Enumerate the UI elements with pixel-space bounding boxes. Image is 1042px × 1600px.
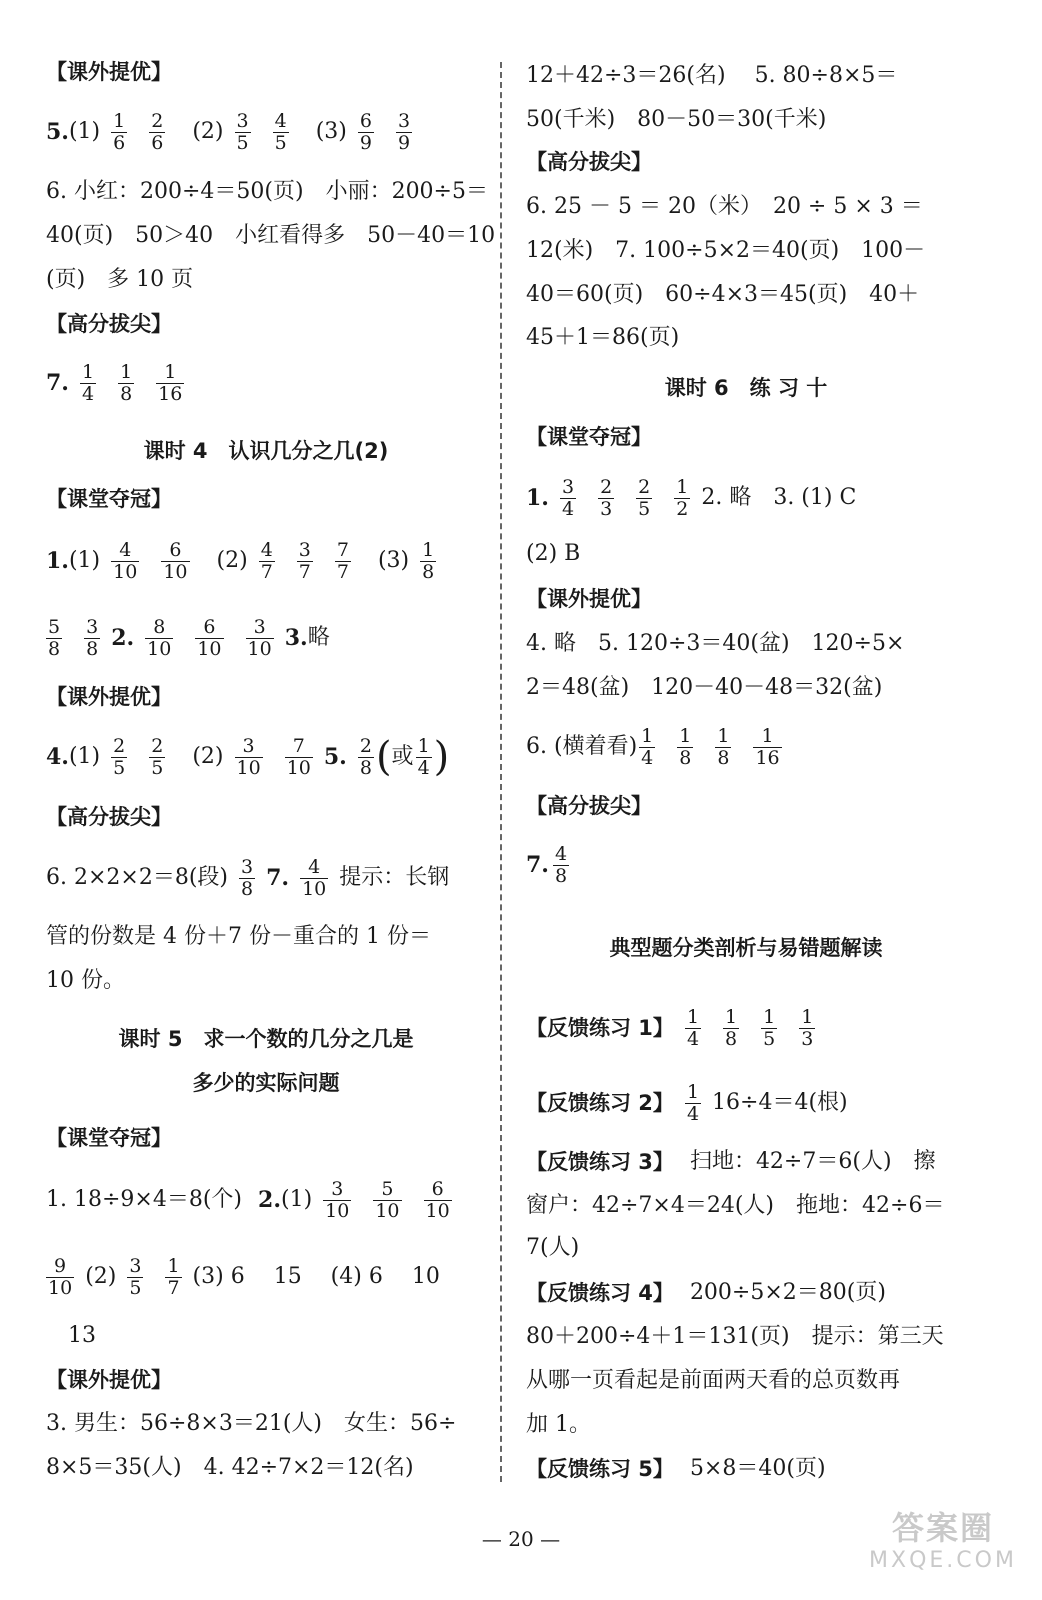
fraction: $\frac{7}{10}$ [286, 734, 311, 779]
answer-line: 【反馈练习 2】 $\frac{1}{4}$ 16÷4＝4(根) [526, 1080, 848, 1125]
answer-line: 7. $\frac{1}{4}$ $\frac{1}{8}$ $\frac{1}{16}$ [46, 360, 183, 405]
fraction: $\frac{4}{5}$ [274, 109, 287, 154]
answer-line: 加 1。 [526, 1412, 591, 1437]
fraction: $\frac{2}{5}$ [113, 734, 126, 779]
answer-line: 1. $\frac{3}{4}$ $\frac{2}{3}$ $\frac{2}{5}$ $\frac{1}{2}$ 2. 略 3. (1) C [526, 475, 857, 520]
fraction: $\frac{1}{8}$ [725, 1005, 738, 1050]
lesson-heading: 典型题分类剖析与易错题解读 [609, 936, 883, 960]
fraction: $\frac{8}{10}$ [147, 615, 172, 660]
page-number: — 20 — [481, 1527, 561, 1551]
fraction: $\frac{4}{7}$ [260, 538, 273, 583]
fraction: $\frac{1}{16}$ [755, 724, 780, 769]
fraction: $\frac{6}{9}$ [359, 109, 372, 154]
fraction: $\frac{2}{8}$ [359, 734, 372, 779]
section-label: 【课堂夺冠】 [46, 487, 172, 511]
answer-line: 6. 2×2×2＝8(段) $\frac{3}{8}$ 7. $\frac{4}{10}$ 提示：长钢 [46, 855, 450, 900]
answer-line: 8×5＝35(人) 4. 42÷7×2＝12(名) [46, 1455, 414, 1480]
fraction: $\frac{1}{7}$ [167, 1254, 180, 1299]
lesson-heading: 课时 6 练 习 十 [664, 376, 828, 400]
answer-line: 【反馈练习 5】 5×8＝40(页) [526, 1456, 826, 1481]
answer-line: 【反馈练习 3】 扫地：42÷7＝6(人) 擦 [526, 1149, 936, 1174]
fraction: $\frac{1}{8}$ [422, 538, 435, 583]
section-label: 【高分拔尖】 [46, 312, 172, 336]
section-label: 【高分拔尖】 [46, 805, 172, 829]
answer-line: 45＋1＝86(页) [526, 325, 680, 350]
answer-line: $\frac{9}{10}$ (2) $\frac{3}{5}$ $\frac{1}{7}$ (3) 6 15 (4) 6 10 [48, 1254, 440, 1299]
fraction: $\frac{1}{5}$ [763, 1005, 776, 1050]
section-label: 【课外提优】 [46, 60, 172, 84]
section-label: 【课堂夺冠】 [46, 1126, 172, 1150]
lesson-heading: 课时 4 认识几分之几(2) [143, 439, 389, 463]
answer-line: 管的份数是 4 份＋7 份－重合的 1 份＝ [46, 924, 431, 949]
answer-line: 40(页) 50＞40 小红看得多 50－40＝10 [46, 223, 496, 248]
fraction: $\frac{2}{5}$ [638, 475, 651, 520]
fraction: $\frac{2}{5}$ [151, 734, 164, 779]
fraction: $\frac{3}{10}$ [236, 734, 261, 779]
fraction: $\frac{4}{10}$ [302, 855, 327, 900]
answer-line: 7(人) [526, 1235, 580, 1260]
answer-line: 2＝48(盆) 120－40－48＝32(盆) [526, 675, 883, 700]
section-label: 【课外提优】 [46, 1368, 172, 1392]
answer-line: 6. 25 － 5 ＝ 20（米） 20 ÷ 5 × 3 ＝ [526, 194, 923, 219]
fraction: $\frac{6}{10}$ [197, 615, 222, 660]
column-divider [500, 62, 502, 1482]
fraction: $\frac{1}{6}$ [113, 109, 126, 154]
answer-line: 12＋42÷3＝26(名) 5. 80÷8×5＝ [526, 63, 898, 88]
answer-line: 6. (横着看) $\frac{1}{4}$ $\frac{1}{8}$ $\frac{1}{8}$ $\frac{1}{16}$ [526, 724, 780, 769]
fraction: $\frac{6}{10}$ [163, 538, 188, 583]
fraction: $\frac{4}{10}$ [113, 538, 138, 583]
fraction: $\frac{1}{4}$ [641, 724, 654, 769]
fraction: $\frac{1}{3}$ [801, 1005, 814, 1050]
fraction: $\frac{1}{8}$ [717, 724, 730, 769]
fraction: $\frac{3}{4}$ [561, 475, 575, 520]
fraction: $\frac{3}{9}$ [397, 109, 411, 154]
fraction: $\frac{6}{10}$ [425, 1177, 450, 1222]
answer-line: 4. (1) $\frac{2}{5}$ $\frac{2}{5}$ (2) $\frac{3}{10}$ $\frac{7}{10}$ 5. $\frac{2}{8}$ ( 或 $\frac{1}{4}$ ) [46, 734, 450, 780]
answer-line: 【反馈练习 1】 $\frac{1}{4}$ $\frac{1}{8}$ $\frac{1}{5}$ $\frac{1}{3}$ [526, 1005, 814, 1050]
fraction: $\frac{5}{10}$ [375, 1177, 400, 1222]
answer-line: 40＝60(页) 60÷4×3＝45(页) 40＋ [526, 282, 920, 307]
fraction: $\frac{1}{8}$ [120, 360, 133, 405]
section-label: 【课外提优】 [46, 685, 172, 709]
answer-line: (2) B [526, 541, 581, 566]
answer-line: 13 [68, 1323, 96, 1348]
answer-line: 窗户：42÷7×4＝24(人) 拖地：42÷6＝ [526, 1193, 945, 1218]
fraction: $\frac{2}{3}$ [600, 475, 613, 520]
fraction: $\frac{3}{10}$ [247, 615, 272, 660]
fraction: $\frac{1}{16}$ [158, 360, 183, 405]
fraction: $\frac{5}{8}$ [48, 615, 61, 660]
fraction: $\frac{1}{8}$ [679, 724, 692, 769]
section-label: 【课外提优】 [526, 587, 652, 611]
fraction: $\frac{3}{8}$ [86, 615, 99, 660]
fraction: $\frac{3}{10}$ [325, 1177, 350, 1222]
fraction: $\frac{1}{2}$ [676, 475, 689, 520]
answer-line: 从哪一页看起是前面两天看的总页数再 [526, 1368, 901, 1393]
section-label: 【高分拔尖】 [526, 150, 652, 174]
answer-line: 1. 18÷9×4＝8(个) 2. (1) $\frac{3}{10}$ $\frac{5}{10}$ $\frac{6}{10}$ [46, 1177, 450, 1222]
answer-line: 4. 略 5. 120÷3＝40(盆) 120÷5× [526, 631, 905, 656]
answer-line: 1. (1) $\frac{4}{10}$ $\frac{6}{10}$ (2) $\frac{4}{7}$ $\frac{3}{7}$ $\frac{7}{7}$ (3) $\frac{1}{8}$ [46, 538, 435, 583]
fraction: $\frac{2}{6}$ [151, 109, 164, 154]
fraction: $\frac{3}{7}$ [298, 538, 311, 583]
fraction: $\frac{1}{4}$ [686, 1080, 700, 1125]
fraction: $\frac{3}{5}$ [236, 109, 249, 154]
section-label: 【高分拔尖】 [526, 794, 652, 818]
fraction: $\frac{1}{4}$ [417, 734, 430, 779]
lesson-heading: 课时 5 求一个数的几分之几是 [118, 1027, 414, 1051]
fraction: $\frac{1}{4}$ [81, 360, 95, 405]
section-label: 【课堂夺冠】 [526, 425, 652, 449]
fraction: $\frac{7}{7}$ [336, 538, 349, 583]
answer-line: 【反馈练习 4】 200÷5×2＝80(页) [526, 1280, 886, 1305]
fraction: $\frac{3}{8}$ [241, 855, 254, 900]
watermark-logo: 答案圈 MXQE.COM [869, 1509, 1017, 1573]
answer-line: 10 份。 [46, 968, 125, 993]
fraction: $\frac{4}{8}$ [554, 842, 568, 887]
answer-line: (页) 多 10 页 [46, 267, 194, 292]
answer-line: 12(米) 7. 100÷5×2＝40(页) 100－ [526, 238, 926, 263]
fraction: $\frac{3}{5}$ [129, 1254, 142, 1299]
answer-line: 80＋200÷4＋1＝131(页) 提示：第三天 [526, 1324, 944, 1349]
answer-line: 6. 小红：200÷4＝50(页) 小丽：200÷5＝ [46, 179, 488, 204]
fraction: $\frac{9}{10}$ [48, 1254, 73, 1299]
fraction: $\frac{1}{4}$ [686, 1005, 700, 1050]
answer-line: 7. $\frac{4}{8}$ [526, 842, 568, 887]
lesson-heading: 多少的实际问题 [192, 1071, 340, 1095]
answer-line: 50(千米) 80－50＝30(千米) [526, 107, 827, 132]
answer-line: 3. 男生：56÷8×3＝21(人) 女生：56÷ [46, 1411, 457, 1436]
answer-line: 5. (1) $\frac{1}{6}$ $\frac{2}{6}$ (2) $\frac{3}{5}$ $\frac{4}{5}$ (3) $\frac{6}{9}$ $\frac{3}{9}$ [46, 109, 411, 154]
answer-line: $\frac{5}{8}$ $\frac{3}{8}$ 2. $\frac{8}{10}$ $\frac{6}{10}$ $\frac{3}{10}$ 3. 略 [48, 615, 330, 660]
